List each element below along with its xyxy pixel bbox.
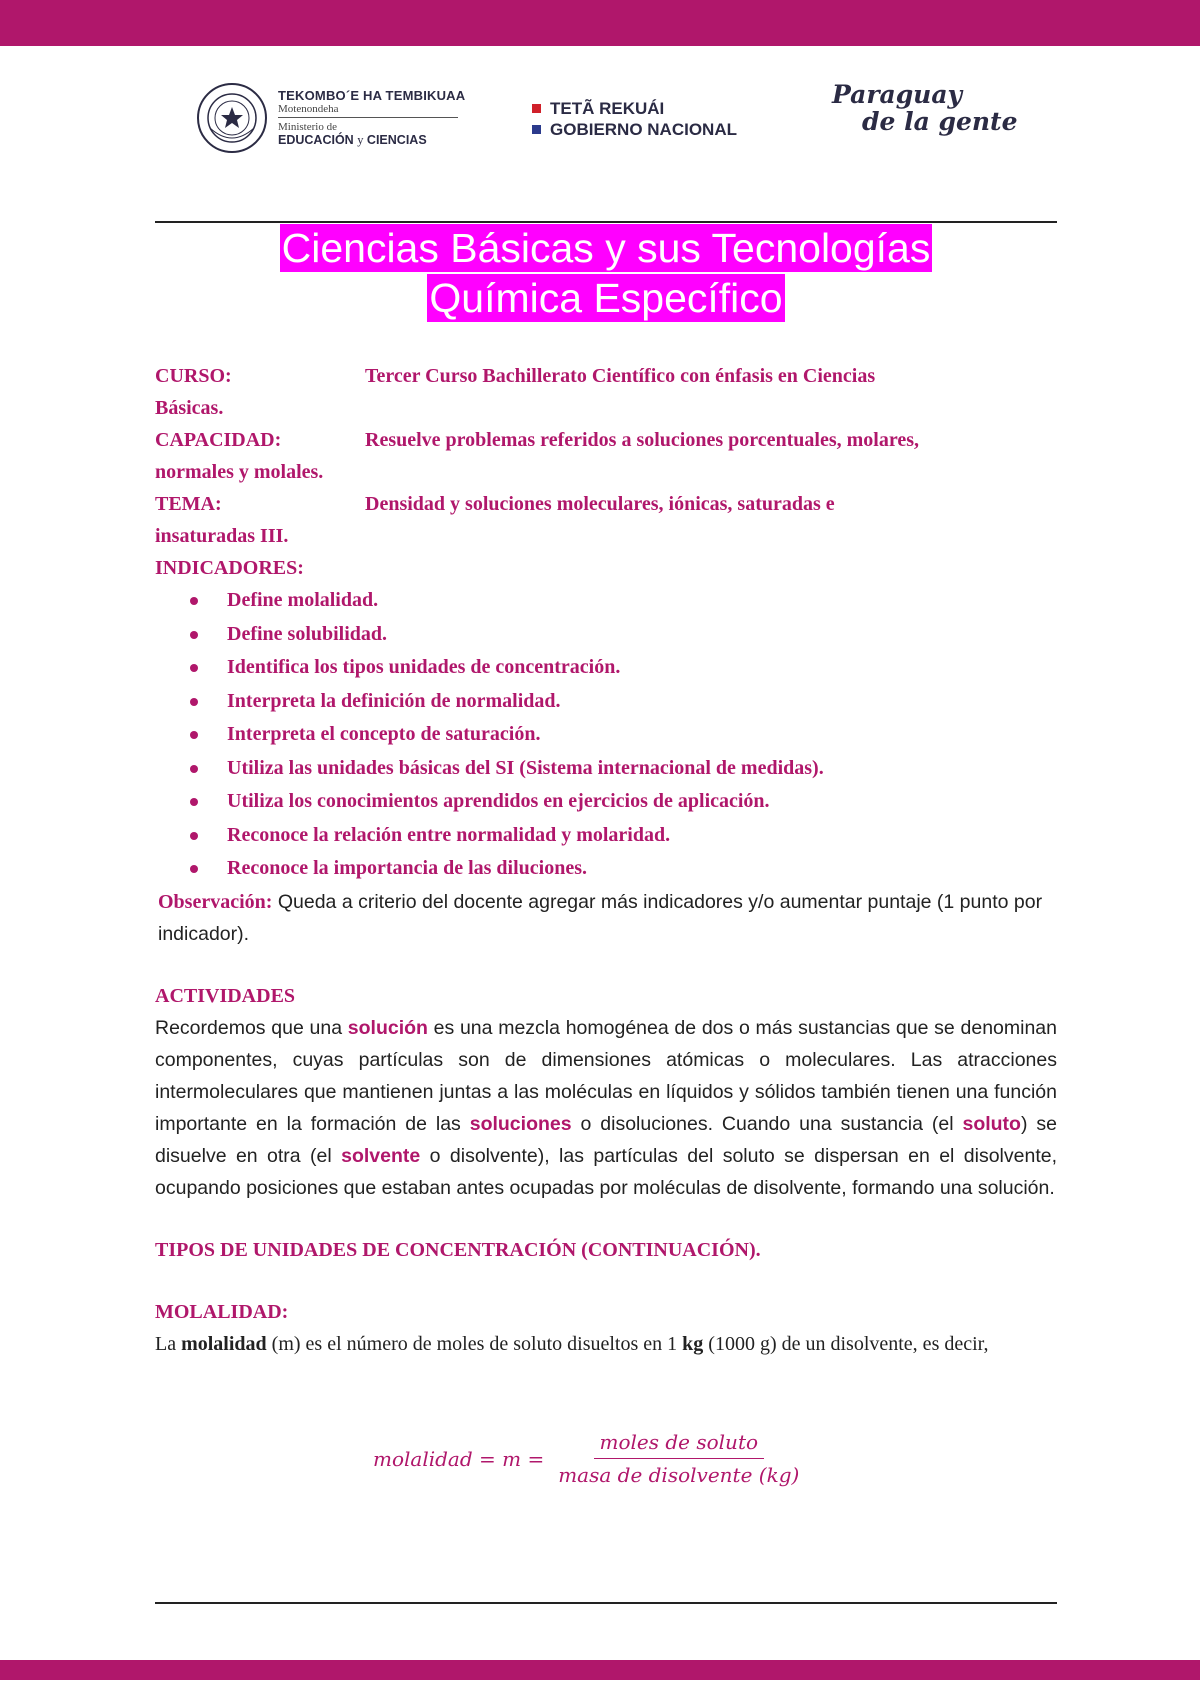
mec-line-4 (278, 133, 465, 148)
indicator-text: Identifica los tipos unidades de concentración. (227, 656, 621, 678)
term-kg: kg (682, 1332, 704, 1355)
bottom-band (0, 1660, 1200, 1680)
mec-y: y (357, 133, 364, 147)
term-soluciones: soluciones (469, 1112, 572, 1135)
indicator-text: Reconoce la importancia de las diluciones. (227, 857, 587, 879)
bullet-icon (190, 865, 198, 873)
mec-line-1: TEKOMBO´E HA TEMBIKUAA (278, 88, 466, 103)
term-solvente: solvente (341, 1144, 421, 1167)
red-square-icon (532, 104, 541, 113)
text-run: es una mezcla homogénea de dos o más sustancias que se denominan componentes, cuyas partículas son de dimensiones atómicas o moleculares. Las atracciones intermoleculares que mantienen juntas a las moléculas en líquidos y sólidos también tienen una función importante en la formación de las (155, 1016, 1057, 1135)
indicator-text: Utiliza las unidades básicas del SI (Sistema internacional de medidas). (227, 756, 824, 779)
document-body (155, 360, 1057, 1360)
text-run: o disolvente), las partículas del soluto se dispersan en el disolvente, ocupando posiciones que estaban antes ocupadas por moléculas de disolvente, formando una solución. (155, 1144, 1057, 1199)
text-run: ) se disuelve en otra (el (155, 1112, 1057, 1167)
text-run: Recordemos que una (155, 1016, 348, 1039)
bullet-icon (190, 765, 198, 773)
indicator-text: Define solubilidad. (227, 622, 388, 645)
paraguay-line-2: de la gente (862, 107, 1018, 136)
molalidad-paragraph (155, 1328, 1057, 1360)
formula-denominator: masa de disolvente (kg) (558, 1463, 800, 1487)
paraguay-line-1: Paraguay (832, 80, 963, 109)
bullet-icon (190, 832, 198, 840)
list-item (155, 819, 1057, 853)
tema-field (155, 488, 1057, 552)
list-item (155, 752, 1057, 786)
capacidad-field (155, 424, 1057, 488)
national-seal-icon (196, 82, 268, 154)
mec-line-2: Motenondeha (278, 103, 458, 118)
list-item (155, 852, 1057, 886)
curso-field (155, 360, 1057, 424)
gob-line-1: TETÃ REKUÁI (550, 99, 665, 118)
bullet-icon (190, 597, 198, 605)
observation (155, 886, 1057, 950)
list-item (155, 618, 1057, 652)
tema-label: TEMA: (155, 493, 222, 515)
paraguay-logo (832, 80, 1018, 136)
text-run: o disoluciones. Cuando una sustancia (el (571, 1112, 963, 1135)
mec-logo (196, 82, 465, 154)
actividades-paragraph (155, 1012, 1057, 1204)
text-run: (m) es el número de moles de soluto disueltos en 1 (266, 1332, 683, 1355)
bullet-icon (190, 731, 198, 739)
term-molalidad: molalidad (181, 1332, 267, 1355)
bullet-icon (190, 798, 198, 806)
mec-educacion: EDUCACIÓN (278, 133, 354, 147)
tema-value: Densidad y soluciones moleculares, iónicas, saturadas e (365, 493, 835, 515)
bullet-icon (190, 698, 198, 706)
title-line-2: Química Específico (429, 275, 783, 321)
top-band (0, 0, 1200, 46)
mec-line-3: Ministerio de (278, 121, 337, 133)
observation-label: Observación: (158, 890, 273, 913)
formula-numerator: moles de soluto (594, 1430, 765, 1459)
blue-square-icon (532, 125, 541, 134)
indicator-text: Utiliza los conocimientos aprendidos en ejercicios de aplicación. (227, 790, 770, 812)
term-soluto: soluto (962, 1112, 1021, 1135)
top-divider (155, 221, 1057, 223)
molalidad-heading: MOLALIDAD: (155, 1300, 289, 1323)
indicators-list (155, 584, 1057, 886)
indicator-text: Reconoce la relación entre normalidad y molaridad. (227, 823, 671, 846)
actividades-heading: ACTIVIDADES (155, 984, 296, 1007)
gobierno-logo (532, 98, 737, 140)
tema-value-cont: insaturadas III. (155, 525, 289, 547)
curso-value: Tercer Curso Bachillerato Científico con énfasis en Ciencias (365, 365, 876, 387)
capacidad-value-cont: normales y molales. (155, 461, 324, 483)
formula-lhs: molalidad = m = (373, 1446, 545, 1471)
term-solucion: solución (347, 1016, 428, 1039)
list-item (155, 685, 1057, 719)
indicator-text: Interpreta la definición de normalidad. (227, 689, 561, 712)
gob-line-2: GOBIERNO NACIONAL (550, 120, 737, 139)
indicator-text: Define molalidad. (227, 589, 379, 611)
text-run: (1000 g) de un disolvente, es decir, (703, 1332, 989, 1355)
mec-ciencias: CIENCIAS (366, 133, 427, 147)
formula-fraction (552, 1430, 805, 1487)
observation-text: Queda a criterio del docente agregar más indicadores y/o aumentar puntaje (1 punto por indicador). (158, 890, 1043, 945)
list-item (155, 718, 1057, 752)
indicadores-label: INDICADORES: (155, 557, 304, 579)
bullet-icon (190, 664, 198, 672)
page-title (155, 224, 1057, 324)
text-run: La (155, 1332, 182, 1355)
molalidad-formula (373, 1430, 805, 1487)
curso-value-cont: Básicas. (155, 397, 224, 419)
curso-label: CURSO: (155, 365, 232, 387)
list-item (155, 584, 1057, 618)
list-item (155, 785, 1057, 819)
tipos-heading: TIPOS DE UNIDADES DE CONCENTRACIÓN (CONTINUACIÓN). (155, 1238, 761, 1261)
capacidad-value: Resuelve problemas referidos a soluciones porcentuales, molares, (365, 429, 920, 451)
capacidad-label: CAPACIDAD: (155, 429, 282, 451)
list-item (155, 651, 1057, 685)
bottom-divider (155, 1602, 1057, 1604)
indicator-text: Interpreta el concepto de saturación. (227, 723, 541, 745)
bullet-icon (190, 631, 198, 639)
title-line-1: Ciencias Básicas y sus Tecnologías (281, 225, 931, 271)
